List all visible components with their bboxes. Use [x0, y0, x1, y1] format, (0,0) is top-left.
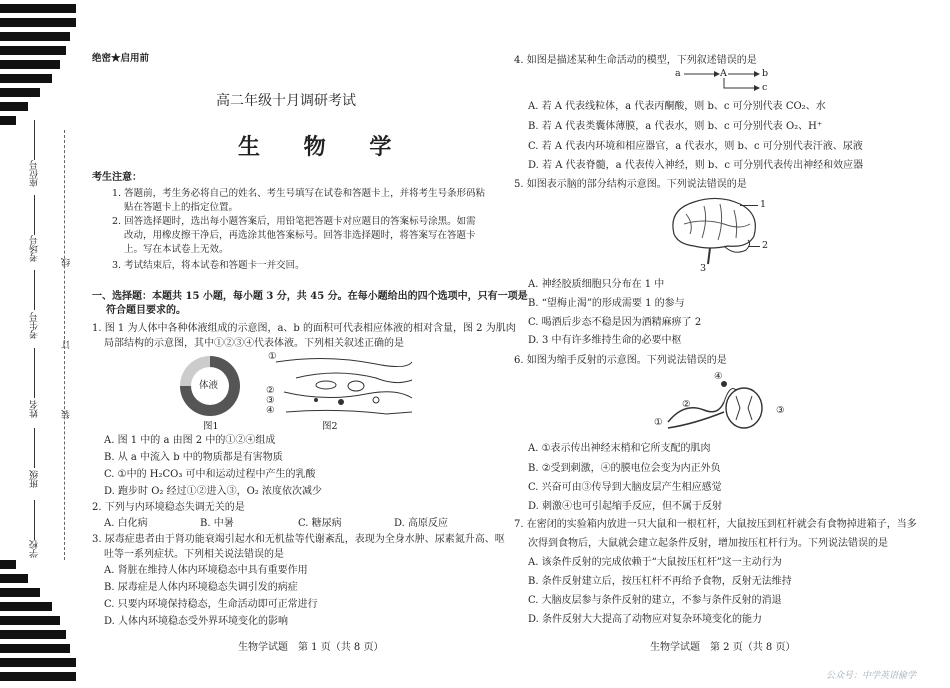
q3-stem: 3. 尿毒症患者由于肾功能衰竭引起水和无机盐等代谢紊乱，表现为全身水肿、尿素氮升高、呕	[92, 534, 505, 545]
fig1-label: 体液	[199, 380, 219, 391]
q5-option-d: D. 3 中有许多维持生命的必要中枢	[528, 335, 682, 346]
q6-mark-4: ④	[714, 371, 723, 382]
q7-stem-cont: 次得到食物后，大鼠就会建立起条件反射，增加按压杠杆行为。下列说法错误的是	[528, 538, 888, 549]
binding-line-mark: 线	[62, 258, 72, 267]
q7-option-a: A. 该条件反射的完成依赖于“大鼠按压杠杆”这一主动行为	[528, 557, 782, 568]
q2-option-d: D. 高原反应	[394, 518, 449, 529]
q4-diagram-b: b	[762, 68, 769, 79]
student-number-label: 考生号	[30, 312, 40, 339]
q5-leader-line	[740, 205, 758, 206]
exam-room-label: 考场号	[30, 235, 40, 262]
q2-option-c: C. 糖尿病	[298, 518, 342, 529]
fill-line	[34, 120, 35, 160]
q6-option-c: C. 兴奋可由③传导到大脑皮层产生相应感觉	[528, 482, 722, 493]
q3-stem-cont: 吐等一系列症状。下列相关说法错误的是	[104, 549, 284, 560]
q1-option-a: A. 图 1 中的 a 由图 2 中的①②④组成	[104, 435, 276, 446]
note-line: 2. 回答选择题时，选出每小题答案后，用铅笔把答题卡对应题目的答案标号涂黑。如需	[112, 216, 476, 227]
note-line: 贴在答题卡上的指定位置。	[124, 202, 239, 213]
footer-left: 生物学试题 第 1 页（共 8 页）	[238, 642, 384, 653]
confidential-mark: 绝密★启用前	[92, 53, 150, 64]
q5-mark-2: 2	[762, 240, 769, 251]
q4-option-d: D. 若 A 代表脊髓，a 代表传入神经，则 b、c 可分别代表传出神经和效应器	[528, 160, 864, 171]
q4-option-a: A. 若 A 代表线粒体，a 代表丙酮酸，则 b、c 可分别代表 CO₂、水	[528, 101, 826, 112]
q2-option-b: B. 中暑	[200, 518, 234, 529]
q3-option-a: A. 肾脏在维持人体内环境稳态中具有重要作用	[104, 565, 308, 576]
section-heading: 一、选择题：本题共 15 小题，每小题 3 分，共 45 分。在每小题给出的四个选项中，只有一项是	[92, 291, 528, 302]
q6-stem: 6. 如图为缩手反射的示意图。下列说法错误的是	[514, 355, 727, 366]
q5-option-b: B. “望梅止渴”的形成需要 1 的参与	[528, 298, 685, 309]
q3-option-c: C. 只要内环境保持稳态，生命活动即可正常进行	[104, 599, 318, 610]
class-label: 班级	[30, 470, 40, 488]
name-label: 姓名	[30, 400, 40, 418]
fill-line	[34, 428, 35, 468]
q4-stem: 4. 如图是描述某种生命活动的模型，下列叙述错误的是	[514, 55, 757, 66]
q4-diagram-a: a	[675, 68, 681, 79]
note-line: 3. 考试结束后，将本试卷和答题卡一并交回。	[112, 260, 305, 271]
cut-line	[64, 130, 65, 560]
binding-staple-mark: 订	[62, 340, 72, 349]
fill-line	[34, 270, 35, 310]
fig2-mark: ④	[266, 405, 275, 416]
q7-option-d: D. 条件反射大大提高了动物应对复杂环境变化的能力	[528, 614, 763, 625]
q5-leader-line	[748, 246, 760, 247]
q7-option-c: C. 大脑皮层参与条件反射的建立，不参与条件反射的消退	[528, 595, 782, 606]
fill-line	[34, 195, 35, 235]
q6-mark-2: ②	[682, 399, 691, 410]
fig1-caption: 图1	[203, 421, 219, 432]
q7-option-b: B. 条件反射建立后，按压杠杆不再给予食物，反射无法维持	[528, 576, 792, 587]
q5-option-a: A. 神经胶质细胞只分布在 1 中	[528, 279, 665, 290]
q1-option-d: D. 跑步时 O₂ 经过①②进入③，O₂ 浓度依次减少	[104, 486, 322, 497]
q4-option-c: C. 若 A 代表内环境和相应器官，a 代表水，则 b、c 可分别代表汗液、尿液	[528, 141, 863, 152]
q7-stem: 7. 在密闭的实验箱内放进一只大鼠和一根杠杆，大鼠按压到杠杆就会有食物掉进箱子，当多	[514, 519, 917, 530]
section-heading-cont: 符合题目要求的。	[106, 305, 186, 316]
binding-bind-mark: 装	[62, 410, 72, 419]
q3-option-d: D. 人体内环境稳态受外界环境变化的影响	[104, 616, 289, 627]
q4-diagram-A: A	[720, 68, 727, 79]
q4-diagram-c: c	[762, 82, 768, 93]
fill-line	[34, 500, 35, 540]
q5-stem: 5. 如图表示脑的部分结构示意图。下列说法错误的是	[514, 179, 747, 190]
watermark: 公众号：中学英语偷学	[826, 671, 917, 681]
q5-mark-1: 1	[760, 199, 767, 210]
q3-option-b: B. 尿毒症是人体内环境稳态失调引发的病症	[104, 582, 298, 593]
exam-title: 高二年级十月调研考试	[216, 93, 356, 109]
fig2-caption: 图2	[322, 421, 338, 432]
fig2-mark: ③	[266, 395, 275, 406]
q1-stem: 1. 图 1 为人体中各种体液组成的示意图，a、b 的面积可代表相应体液的相对含量，图 2 为肌肉	[92, 323, 516, 334]
q6-option-a: A. ①表示传出神经末梢和它所支配的肌肉	[528, 443, 711, 454]
q5-option-c: C. 喝酒后步态不稳是因为酒精麻痹了 2	[528, 317, 702, 328]
q6-mark-1: ①	[654, 417, 663, 428]
fig2-mark: ①	[268, 351, 277, 362]
q1-option-b: B. 从 a 中流入 b 中的物质都是有害物质	[104, 452, 283, 463]
note-line: 上。写在本试卷上无效。	[124, 244, 229, 255]
fig2-mark: ②	[266, 385, 275, 396]
footer-right: 生物学试题 第 2 页（共 8 页）	[650, 642, 796, 653]
q2-stem: 2. 下列与内环境稳态失调无关的是	[92, 502, 245, 513]
subject-title: 生 物 学	[238, 134, 410, 160]
q6-option-d: D. 刺激④也可引起缩手反应，但不属于反射	[528, 501, 723, 512]
q1-option-c: C. ①中的 H₂CO₃ 可中和运动过程中产生的乳酸	[104, 469, 316, 480]
school-label: 学校	[30, 540, 40, 558]
q5-mark-3: 3	[700, 263, 707, 274]
q6-option-b: B. ②受到刺激，④的膜电位会变为内正外负	[528, 463, 721, 474]
notes-heading: 考生注意：	[92, 172, 142, 183]
q6-mark-3: ③	[776, 405, 785, 416]
seat-number-label: 座位号	[30, 160, 40, 187]
q2-option-a: A. 白化病	[104, 518, 148, 529]
note-line: 1. 答题前，考生务必将自己的姓名、考生号填写在试卷和答题卡上，并将考生号条形码粘	[112, 188, 486, 199]
fill-line	[34, 348, 35, 398]
q4-option-b: B. 若 A 代表类囊体薄膜，a 代表水，则 b、c 可分别代表 O₂、H⁺	[528, 121, 823, 132]
q1-stem-cont: 局部结构的示意图，其中①②③④代表体液。下列相关叙述正确的是	[104, 338, 404, 349]
fig2-muscle-diagram	[266, 350, 414, 420]
note-line: 改动，用橡皮擦干净后，再选涂其他答案标号。回答非选择题时，将答案写在答题卡	[124, 230, 476, 241]
